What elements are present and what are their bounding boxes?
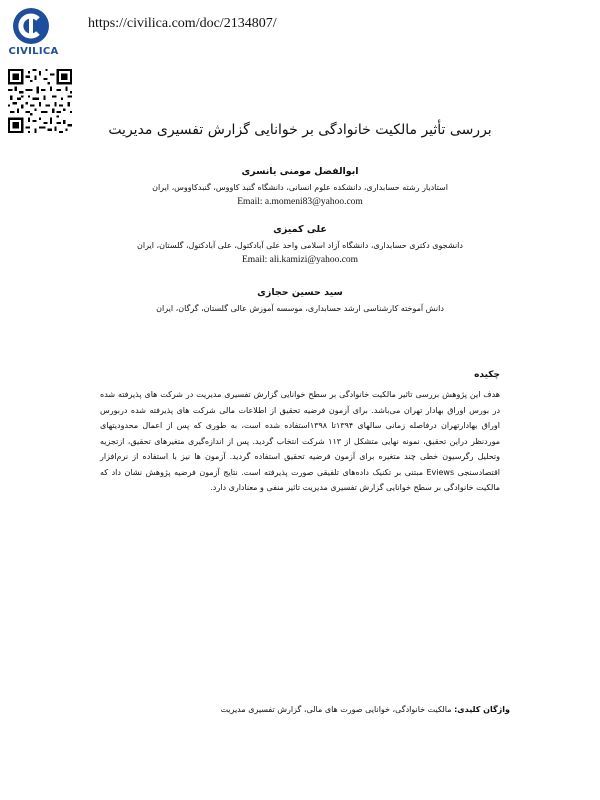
author-email: Email: ali.kamizi@yahoo.com	[241, 255, 359, 265]
author-name: علی کمیزی	[273, 224, 327, 235]
keywords-label: واژگان کلیدی:	[454, 705, 510, 714]
author-affiliation: استادیار رشته حسابداری، دانشکده علوم انسانی، دانشگاه گنبد کاووس، گنبدکاووس، ایران	[152, 183, 448, 192]
abstract-text: هدف این پژوهش بررسی تاثیر مالکیت خانوادگی بر سطح خوانایی گزارش تفسیری مدیریت در شرکت های پذیرفته شده در بورس اوراق بهادار تهران می‌باشد. برای آزمون فرضیه تحقیق از اطلاعات مالی شرکت های پذیرفته شده دربورس اوراق بهادارتهران درفاصله زمانی سالهای ۱۳۹۴تا ۱۳۹۸استفاده شده است، به طوری که پس از اعمال محدودیتهای موردنظر دراین تحقیق، نمونه نهایی متشکل از ۱۱۳ شرکت انتخاب گردید. پس از اندازه‌گیری متغیرهای تحقیق، ازتجزیه وتحلیل رگرسیون خطی چند متغیره برای آزمون فرضیه تحقیق استفاده گردید. آزمون ها نیز با استفاده از نرم‌افزار اقتصادسنجی Eviews مبتنی بر تکنیک داده‌های تلفیقی صورت پذیرفته است. نتایج آزمون فرضیه پژوهش نشان داد که مالکیت خانوادگی بر سطح خوانایی گزارش تفسیری مدیریت تاثیر منفی و معناداری دارد.	[100, 390, 501, 492]
author-affiliation: دانشجوی دکتری حسابداری، دانشگاه آزاد اسلامی واحد علی آبادکتول، علی آبادکتول، گلستان، ایران	[137, 241, 463, 250]
author-name: ابوالفضل مومنی یانسری	[241, 166, 359, 177]
author-email: Email: a.momeni83@yahoo.com	[237, 197, 363, 207]
keywords-text: مالکیت خانوادگی، خوانایی صورت های مالی، گزارش تفسیری مدیریت	[220, 705, 455, 714]
civilica-logo[interactable]	[6, 6, 76, 58]
civilica-logo-icon	[6, 6, 56, 46]
keywords	[100, 703, 510, 717]
author-name: سید حسین حجازی	[257, 287, 343, 298]
document-url[interactable]: https://civilica.com/doc/2134807/	[88, 16, 277, 31]
author-1	[100, 164, 500, 209]
author-affiliation: دانش آموخته کارشناسی ارشد حسابداری، موسسه آموزش عالی گلستان، گرگان، ایران	[156, 304, 444, 313]
abstract-heading: چکیده	[474, 370, 500, 380]
paper-title: بررسی تأثیر مالکیت خانوادگی بر خوانایی گزارش تفسیری مدیریت	[108, 122, 492, 138]
author-2	[100, 222, 500, 267]
logo-text: CIVILICA	[8, 46, 59, 57]
author-3	[100, 285, 500, 317]
